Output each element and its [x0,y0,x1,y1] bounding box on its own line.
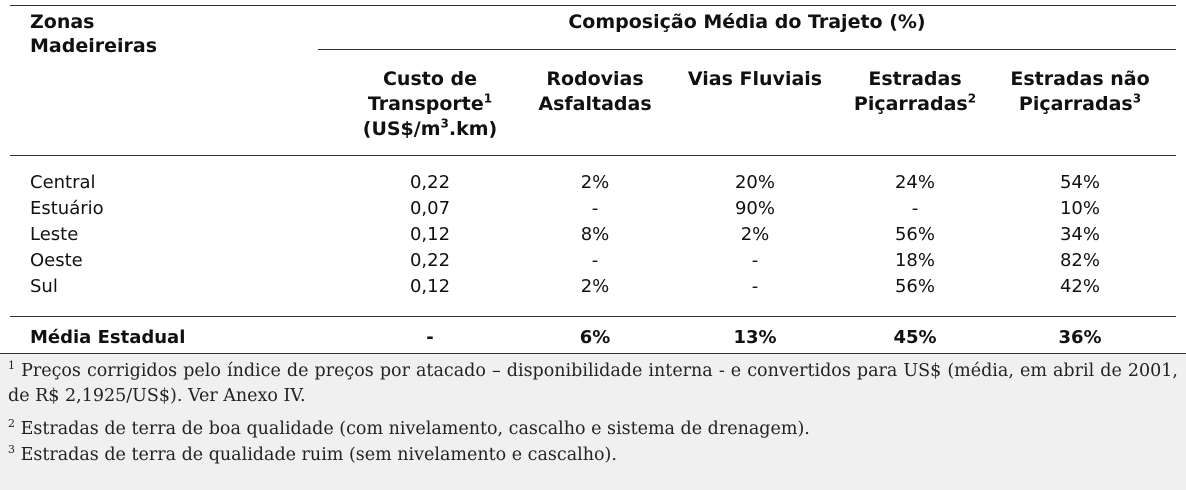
table-cell: 18% [894,250,935,271]
footnote-text-1: Preços corrigidos pelo índice de preços por atacado – disponibilidade interna - e convertidos para US$ (média, em abril de 2001, de R$ 2,1925/US$). Ver Anexo IV. [8,361,1178,406]
table-cell: 56% [894,276,935,297]
table-cell: - [751,276,759,297]
average-cell: - [426,327,434,348]
table-cell: 0,22 [409,250,451,271]
table-cell: 2% [740,224,770,245]
footnote-1 [8,359,1178,409]
footnote-text-3: Estradas de terra de qualidade ruim (sem nivelamento e cascalho). [20,445,617,465]
col-header-custo-line-2 [330,92,530,117]
col-header-nao-picarradas-text-2: Piçarradas [1018,93,1133,115]
table-row-zone: Sul [30,276,58,297]
table-cell: 0,22 [409,172,451,193]
col-header-vias-fluviais [670,67,840,92]
table-row-zone: Estuário [30,198,104,219]
footnote-mark-2: 2 [8,417,15,431]
footnote-mark-1: 1 [8,359,15,373]
average-label: Média Estadual [30,327,186,348]
table-cell: 0,12 [409,276,451,297]
table-cell: 10% [1059,198,1100,219]
average-cell: 6% [579,327,611,348]
col-header-custo-line-3 [330,117,530,142]
table-cell: 0,07 [409,198,451,219]
table-cell: 8% [580,224,610,245]
cubic-superscript: 3 [440,116,449,131]
col-header-rodovias-line-1: Rodovias [546,68,644,90]
col-header-nao-picarradas-line-2 [985,92,1175,117]
zone-header-line-2: Madeireiras [30,35,157,57]
col-header-custo-line-1: Custo de [382,68,478,90]
footnote-text-2: Estradas de terra de boa qualidade (com nivelamento, cascalho e sistema de drenagem). [20,419,810,439]
zone-header-line-1: Zonas [30,11,95,33]
table-cell: 42% [1059,276,1100,297]
table-cell: 82% [1059,250,1100,271]
group-header-rule [318,49,1176,50]
footnotes-top-rule [0,353,1186,354]
table-cell: 2% [580,172,610,193]
col-header-picarradas-line-2 [840,92,990,117]
col-header-nao-picarradas [985,67,1175,117]
average-cell: 36% [1058,327,1102,348]
table-cell: 34% [1059,224,1100,245]
col-header-nao-picarradas-line-1: Estradas não [1010,68,1150,90]
footnote-mark-3: 3 [8,443,15,457]
col-header-vias-fluviais-line-1: Vias Fluviais [687,68,823,90]
table-row-zone: Central [30,172,96,193]
col-header-rodovias-line-2: Asfaltadas [538,93,652,115]
col-header-custo-text-2: Transporte [367,93,484,115]
table-cell: 24% [894,172,935,193]
average-top-rule [10,316,1176,317]
col-header-picarradas-line-1: Estradas [868,68,962,90]
top-rule [10,5,1176,6]
table-cell: 0,12 [409,224,451,245]
average-cell: 13% [733,327,777,348]
footnote-3 [8,443,1178,468]
col-header-rodovias [520,67,670,117]
table-cell: - [751,250,759,271]
table-row-zone: Oeste [30,250,83,271]
table-cell: - [911,198,919,219]
table-cell: 54% [1059,172,1100,193]
table-cell: 2% [580,276,610,297]
header-bottom-rule [10,155,1176,156]
table-cell: - [591,198,599,219]
zone-header [30,10,157,58]
footnote-ref-1: 1 [483,91,493,106]
col-header-custo [330,67,530,142]
table-cell: - [591,250,599,271]
table-row-zone: Leste [30,224,79,245]
col-header-picarradas [840,67,990,117]
average-cell: 45% [893,327,937,348]
table-cell: 90% [734,198,775,219]
group-header: Composição Média do Trajeto (%) [568,11,926,33]
col-header-picarradas-text-2: Piçarradas [853,93,968,115]
col-header-custo-unit-b: .km) [448,118,498,140]
footnote-ref-3: 3 [1132,91,1142,106]
table-cell: 20% [734,172,775,193]
footnote-2 [8,417,1178,442]
col-header-custo-unit-a: (US$/m [362,118,441,140]
table-cell: 56% [894,224,935,245]
footnote-ref-2: 2 [967,91,977,106]
